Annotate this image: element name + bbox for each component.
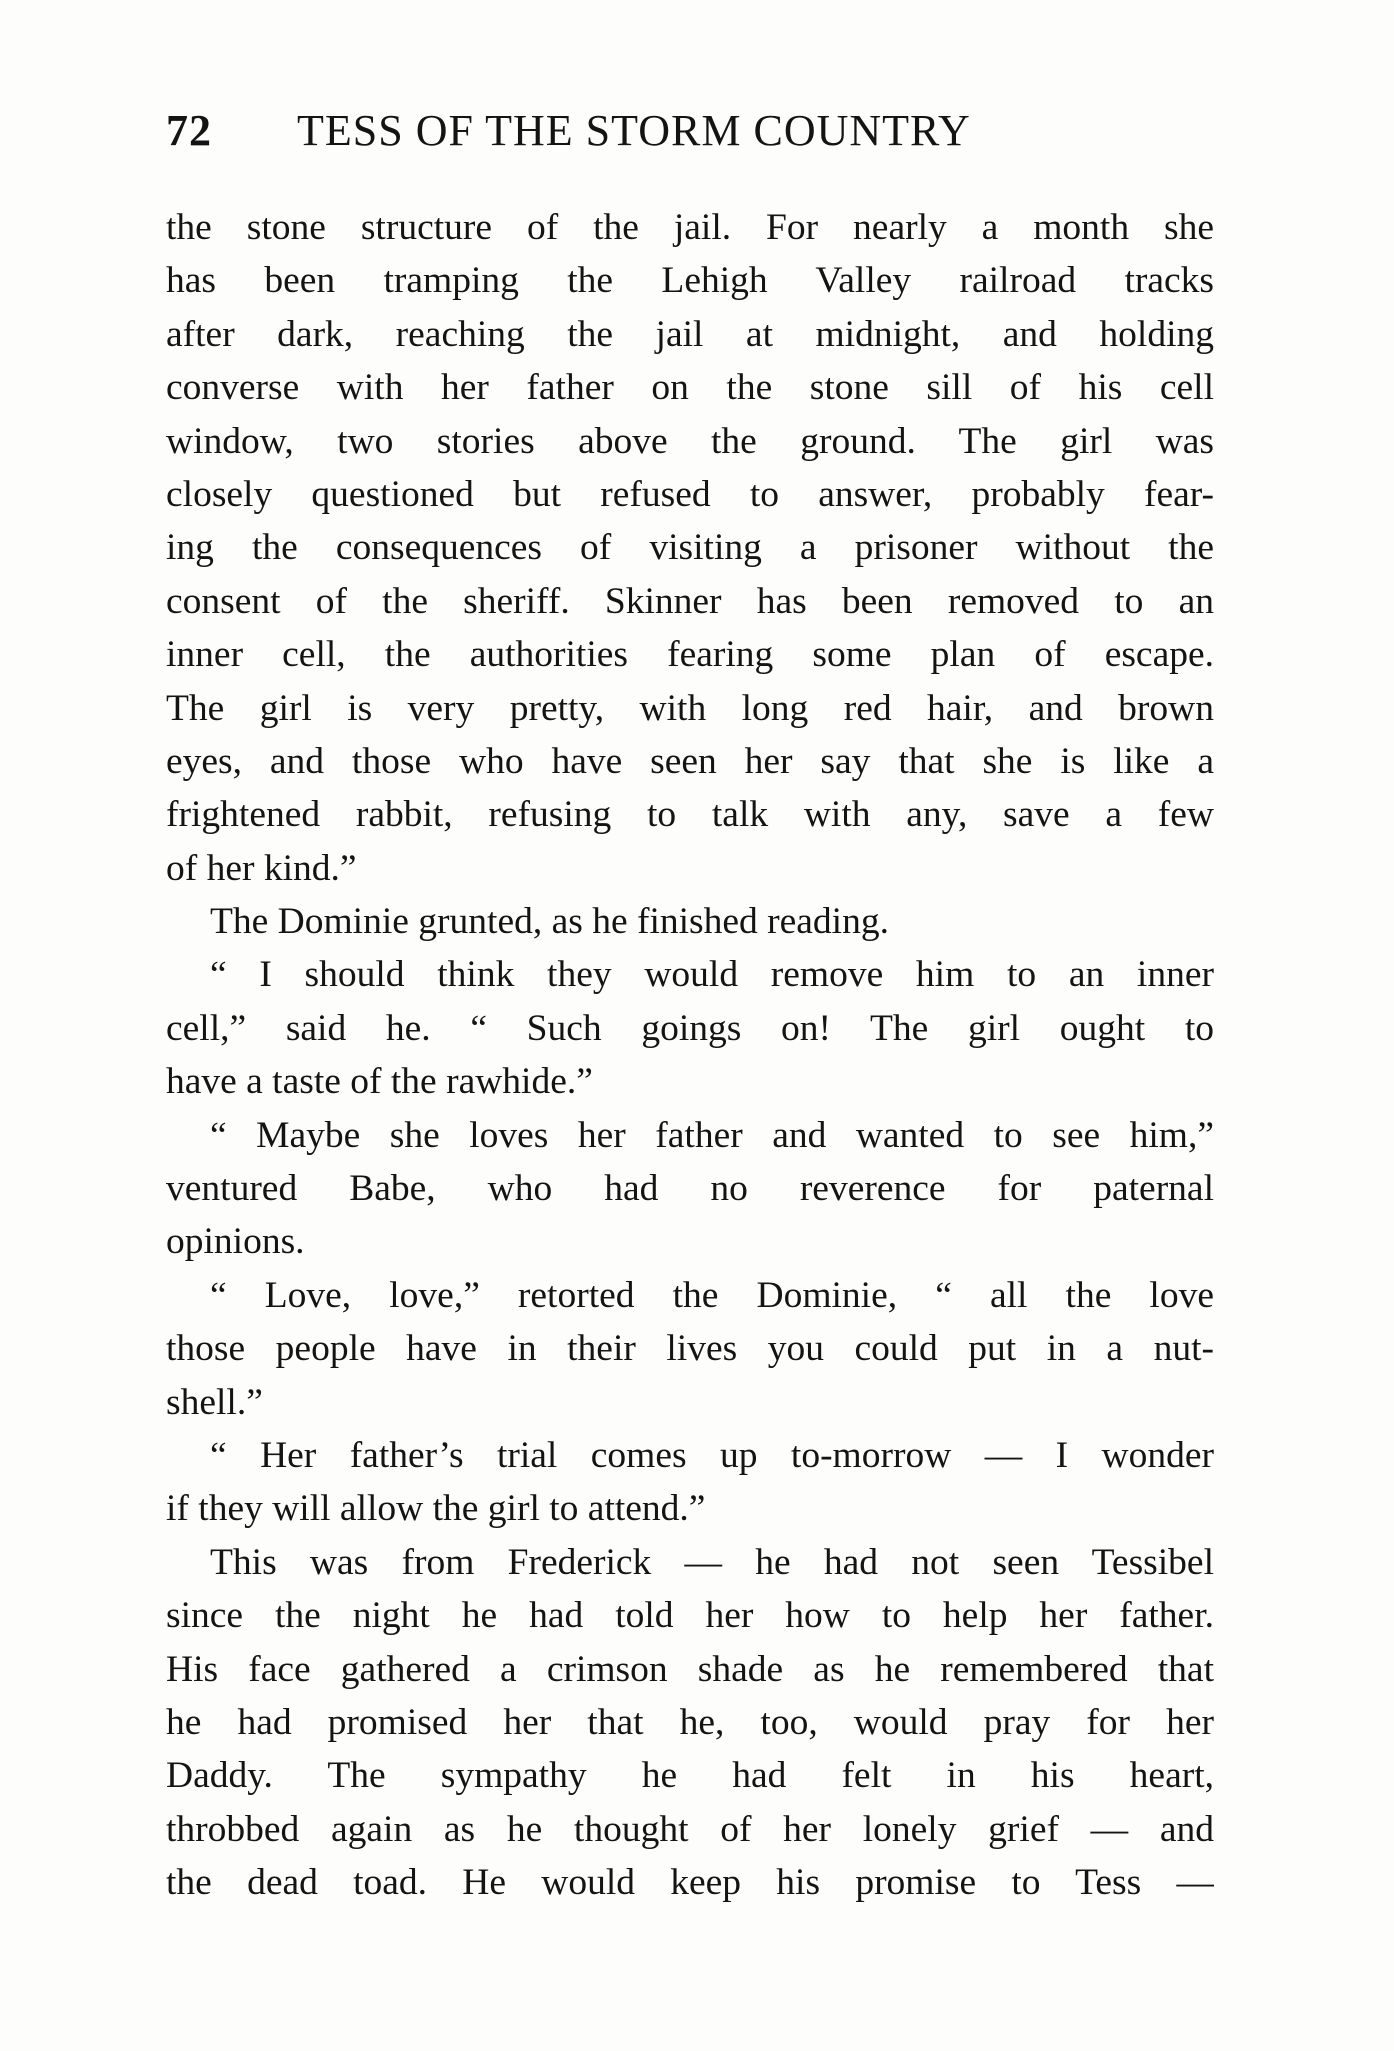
- text-line: throbbed again as he thought of her lonely grief — and: [166, 1808, 1214, 1850]
- text-line: closely questioned but refused to answer, probably fear-: [166, 473, 1214, 515]
- text-line: the stone structure of the jail. For nearly a month she: [166, 207, 1214, 248]
- text-line: if they will allow the girl to attend.”: [166, 1488, 706, 1530]
- text-line: His face gathered a crimson shade as he remembered that: [166, 1648, 1214, 1690]
- text-line: after dark, reaching the jail at midnight, and holding: [166, 313, 1214, 355]
- text-line: of her kind.”: [166, 847, 357, 889]
- text-line: consent of the sheriff. Skinner has been removed to an: [166, 580, 1214, 622]
- page-number: 72: [166, 106, 212, 155]
- text-line: frightened rabbit, refusing to talk with any, save a few: [166, 794, 1214, 836]
- running-title: TESS OF THE STORM COUNTRY: [297, 106, 971, 155]
- paragraph-first-line: “ Maybe she loves her father and wanted to see him,”: [210, 1114, 1214, 1156]
- text-line: cell,” said he. “ Such goings on! The girl ought to: [166, 1007, 1214, 1049]
- text-line: opinions.: [166, 1221, 305, 1263]
- text-line: inner cell, the authorities fearing some plan of escape.: [166, 634, 1214, 676]
- text-line: those people have in their lives you could put in a nut-: [166, 1328, 1214, 1370]
- paragraph-first-line: “ I should think they would remove him to an inner: [210, 954, 1214, 996]
- page-header: [166, 105, 1216, 165]
- text-line: ventured Babe, who had no reverence for paternal: [166, 1168, 1214, 1210]
- text-line: ing the consequences of visiting a prisoner without the: [166, 527, 1214, 569]
- paragraph-first-line: The Dominie grunted, as he finished reading.: [210, 901, 889, 943]
- text-line: Daddy. The sympathy he had felt in his heart,: [166, 1755, 1214, 1797]
- text-line: since the night he had told her how to help her father.: [166, 1595, 1214, 1637]
- text-line: converse with her father on the stone sill of his cell: [166, 367, 1214, 409]
- text-line: window, two stories above the ground. The girl was: [166, 420, 1214, 462]
- page-body: [166, 201, 1214, 1910]
- text-line: eyes, and those who have seen her say that she is like a: [166, 740, 1214, 782]
- text-line: has been tramping the Lehigh Valley railroad tracks: [166, 260, 1214, 302]
- text-line: shell.”: [166, 1381, 263, 1423]
- text-line: the dead toad. He would keep his promise to Tess —: [166, 1862, 1214, 1904]
- text-line: have a taste of the rawhide.”: [166, 1061, 593, 1103]
- text-line: The girl is very pretty, with long red hair, and brown: [166, 687, 1214, 729]
- paragraph-first-line: “ Love, love,” retorted the Dominie, “ all the love: [210, 1274, 1214, 1316]
- text-line: he had promised her that he, too, would pray for her: [166, 1701, 1214, 1743]
- paragraph-first-line: This was from Frederick — he had not seen Tessibel: [210, 1541, 1214, 1583]
- paragraph-first-line: “ Her father’s trial comes up to-morrow — I wonder: [210, 1434, 1214, 1476]
